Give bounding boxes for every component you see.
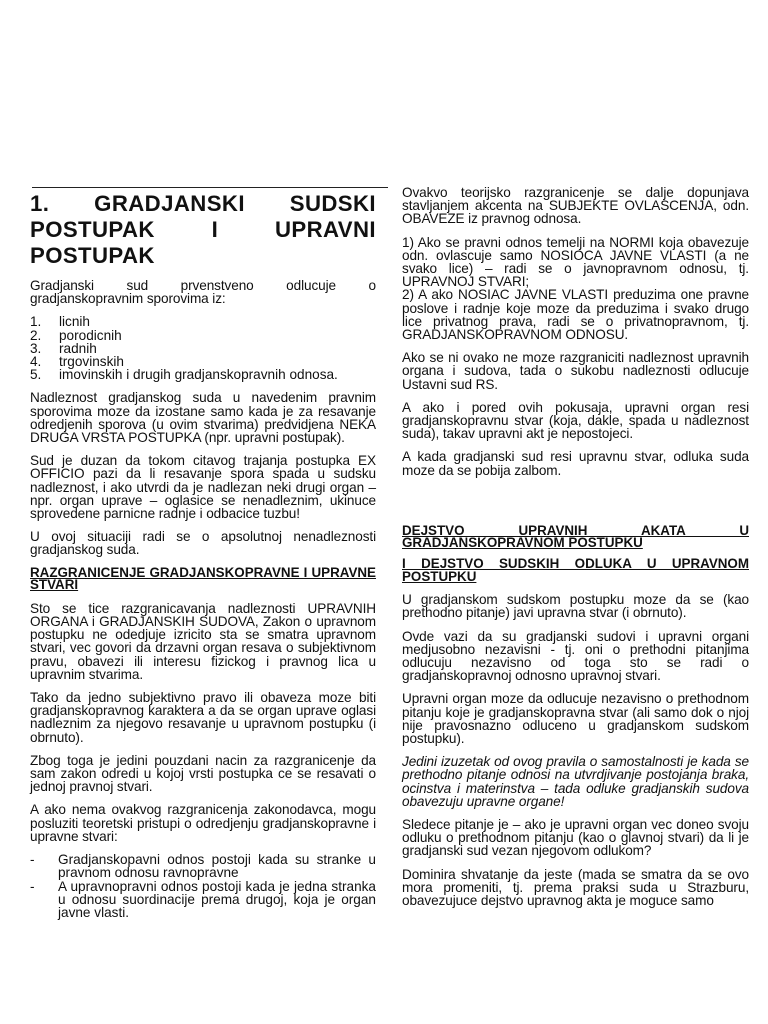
paragraph: Sto se tice razgranicavanja nadleznosti UPRAVNIH ORGANA i GRADJANSKIH SUDOVA, Zakon o upravnom postupku ne odedjuje izricito sta se smatra upravnom stvari, vec govori da drzavni organ resava o subjektivnom pravu, obavezi ili interesu fizickog i pravnog lica u upravnim stvarima. — [30, 600, 376, 682]
paragraph: Zbog toga je jedini pouzdani nacin za razgranicenje da sam zakon odredi u kojoj vrsti postupka ce se resavati o jednoj pravnoj stvari. — [30, 752, 376, 795]
title-line-1: 1. GRADJANSKI SUDSKI — [30, 191, 376, 216]
title-line-3: POSTUPAK — [30, 243, 155, 268]
dispute-list — [30, 315, 376, 381]
section-heading: I DEJSTVO SUDSKIH ODLUKA U UPRAVNOM POSTUPKU — [402, 556, 749, 584]
section-heading: DEJSTVO UPRAVNIH AKATA U GRADJANSKOPRAVNOM POSTUPKU — [402, 522, 749, 551]
list-number: 3. — [30, 340, 42, 356]
paragraph: A ako i pored ovih pokusaja, upravni organ resi gradjanskopravnu stvar (koja, dakle, spada u nadleznost suda), takav upravni akt je nepostojeci. — [402, 399, 749, 442]
list-number: 2. — [30, 327, 42, 343]
paragraph: A kada gradjanski sud resi upravnu stvar, odluka suda moze da se pobija zalbom. — [402, 449, 749, 478]
dash-item — [30, 853, 376, 879]
paragraph: 1) Ako se pravni odnos temelji na NORMI koja obavezuje odn. ovlascuje samo NOSIOCA JAVNE VLASTI (a ne svako lice) – radi se o javnopravnom odnosu, tj. UPRAVNOJ STVARI; — [402, 234, 749, 290]
list-item — [30, 329, 376, 342]
dash-marker: - — [30, 878, 35, 894]
left-column — [30, 191, 376, 919]
paragraph: Dominira shvatanje da jeste (mada se smatra da se ovo mora promeniti, tj. prema praksi suda u Strazburu, obavezujuce dejstvo upravnog akta je moguce samo — [402, 866, 749, 909]
paragraph: Upravni organ moze da odlucuje nezavisno o prethodnom pitanju koje je gradjanskopravna stvar (ali samo dok o njoj nije pravosnazno odluceno u gradjanskom sudskom postupku). — [402, 691, 749, 747]
paragraph: Sud je duzan da tokom citavog trajanja postupka EX OFFICIO pazi da li resavanje spora spada u sudsku nadleznost, i ako utvrdi da je nadlezan neki drugi organ – npr. organ uprave – oglasice se nenadleznim, ukinuce sprovedene parnicne radnje i odbacice tuzbu! — [30, 453, 376, 522]
right-column — [402, 186, 749, 917]
paragraph: Ako se ni ovako ne moze razgraniciti nadleznost upravnih organa i sudova, tada o sukobu nadleznosti odlucuje Ustavni sud RS. — [402, 350, 749, 392]
page-title — [30, 191, 376, 269]
dash-text: Gradjanskopavni odnos postoji kada su stranke u pravnom odnosu ravnopravne — [58, 852, 376, 881]
list-text: licnih — [59, 314, 90, 330]
list-text: trgovinskih — [59, 354, 124, 370]
paragraph: Ovde vazi da su gradjanski sudovi i upravni organi medjusobno nezavisni - tj. oni o prethodni pitanjima odlucuju nezavisno od toga sto se radi o gradjanskopravnoj odnosno upravnoj stvari. — [402, 628, 749, 684]
paragraph: U gradjanskom sudskom postupku moze da se (kao prethodno pitanje) javi upravna stvar (i obrnuto). — [402, 592, 749, 621]
list-text: radnih — [59, 340, 97, 356]
dash-text: A upravnopravni odnos postoji kada je jedna stranka u odnosu suordinacije prema drugoj, koja je organ javne vlasti. — [58, 878, 376, 920]
dash-marker: - — [30, 852, 35, 868]
list-number: 1. — [30, 314, 42, 330]
paragraph: A ako nema ovakvog razgranicenja zakonodavca, mogu posluziti teoretski pristupi o odredjenju gradjanskopravne i upravne stvari: — [30, 802, 376, 844]
list-number: 5. — [30, 367, 42, 383]
intro-paragraph: Gradjanski sud prvenstveno odlucuje o gradjanskopravnim sporovima iz: — [30, 278, 376, 307]
title-line-2: POSTUPAK I UPRAVNI — [30, 217, 376, 242]
paragraph: Ovakvo teorijsko razgranicenje se dalje dopunjava stavljanjem akcenta na SUBJEKTE OVLASCENJA, odn. OBAVEZE iz pravnog odnosa. — [402, 185, 749, 227]
paragraph: Nadleznost gradjanskog suda u navedenim pravnim sporovima moze da izostane samo kada je za resavanje odredjenih sporova (u ovim stvarima) predvidjena NEKA DRUGA VRSTA POSTUPKA (npr. upravni postupak). — [30, 390, 376, 446]
paragraph: 2) A ako NOSIAC JAVNE VLASTI preduzima one pravne poslove i radnje koje moze da preduzima i svako drugo lice privatnog prava, radi se o privatnopravnom, tj. GRADJANSKOPRAVNOM ODNOSU. — [402, 287, 749, 343]
list-item — [30, 368, 376, 381]
section-heading: RAZGRANICENJE GRADJANSKOPRAVNE I UPRAVNE STVARI — [30, 564, 376, 593]
spacer — [402, 487, 749, 525]
list-item — [30, 315, 376, 328]
list-number: 4. — [30, 354, 42, 370]
list-text: porodicnih — [59, 327, 122, 343]
top-rule — [32, 187, 388, 188]
paragraph: Tako da jedno subjektivno pravo ili obaveza moze biti gradjanskopravnog karaktera a da se organ uprave oglasi nadleznim za njegovo resavanje u upravnom postupku (i obrnuto). — [30, 690, 376, 745]
italic-paragraph: Jedini izuzetak od ovog pravila o samostalnosti je kada se prethodno pitanje odnosi na utvrdjivanje postojanja braka, ocinstva i materinstva – tada odluke gradjanskih sudova obavezuju upravne organe! — [402, 754, 749, 809]
dash-item — [30, 880, 376, 920]
paragraph: U ovoj situaciji radi se o apsolutnoj nenadleznosti gradjanskog suda. — [30, 529, 376, 558]
paragraph: Sledece pitanje je – ako je upravni organ vec doneo svoju odluku o prethodnom pitanju (kao o glavnoj stvari) da li je gradjanski sud vezan njegovom odlukom? — [402, 817, 749, 859]
list-text: imovinskih i drugih gradjanskopravnih odnosa. — [59, 367, 338, 383]
